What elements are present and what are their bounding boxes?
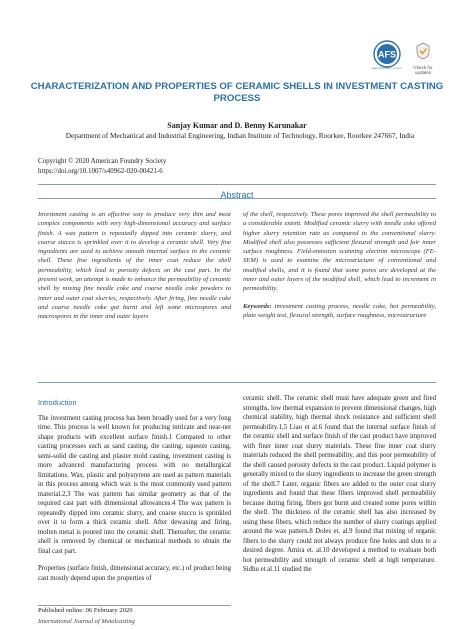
abstract-divider	[38, 382, 436, 383]
intro-paragraph-1: The investment casting process has been broadly used for a very long time. This process is well known for producing intricate and near-net shape products with excellent surface finish.1 Compared to other casting processes such as sand casting, die casting, squeeze casting, semi-solid die casting and plaster mold casting, investment casting is more advanced manufacturing process with no metallurgical limitations. Wax, plastic and polystyrene are used as pattern materials in this process among which wax is the most commonly used pattern material.2,3 The wax pattern has similar geometry as that of the required cast part with dimensional allowances.4 The wax pattern is repeatedly dipped into ceramic slurry, and coarse stucco is sprinkled over it to form a thick ceramic shell. After dewaxing and firing, molten metal is poured into the ceramic shell. Thereafter, the ceramic shell is removed by chemical or mechanical methods to obtain the final cast part.	[38, 414, 231, 555]
afs-logo-subtext: AMERICAN FOUNDRY SOCIETY	[372, 68, 403, 70]
copyright-line: Copyright © 2020 American Foundry Society	[38, 157, 167, 165]
article-meta	[38, 157, 166, 176]
keywords-label: Keywords:	[243, 302, 272, 310]
footnote-divider	[38, 605, 231, 606]
afs-logo	[372, 40, 406, 75]
body-right-column	[243, 394, 436, 575]
abstract-heading-bar	[38, 184, 436, 199]
afs-logo-icon	[372, 40, 406, 70]
abstract-left-column	[38, 210, 231, 322]
journal-name: International Journal of Metalcasting	[38, 618, 135, 625]
abstract-text-left: Investment casting is an effective way to produce very thin and most complex components with very high-dimensional accuracy and surface finish. A wax pattern is repeatedly dipped into ceramic slurry, and coarse stucco is sprinkled over it to develop a ceramic shell. Very fine ingredients are used to achieve smooth internal surface in the ceramic shell. These fine ingredients of the inner coat reduce the shell permeability, which lead to porosity defects on the cast part. In the present work, an attempt is made to enhance the permeability of ceramic shell by mixing fine needle coke and coarse needle coke powders to inner and outer coat slurries, respectively. After firing, fine needle coke and coarse needle coke got burnt and left some microspores and macrospores in the inner and outer layers	[38, 211, 231, 321]
check-updates-icon	[415, 42, 431, 60]
introduction-heading: Introduction	[38, 398, 77, 407]
article-authors: Sanjay Kumar and D. Benny Karunakar	[167, 121, 307, 130]
check-updates-line1: Check for	[413, 65, 433, 70]
keywords-line	[243, 302, 436, 321]
check-for-updates-badge[interactable]	[409, 42, 437, 75]
author-affiliation: Department of Mechanical and Industrial Engineering, Indian Institute of Technology, Roorkee, Roorkee 247667, India	[65, 131, 415, 140]
check-updates-line2: updates	[414, 70, 431, 75]
abstract-heading: Abstract	[220, 190, 254, 200]
article-title: CHARACTERIZATION AND PROPERTIES OF CERAMIC SHELLS IN INVESTMENT CASTING PROCESS	[30, 81, 444, 104]
body-left-column	[38, 398, 231, 583]
abstract-right-column	[243, 210, 436, 320]
body-paragraph-right: ceramic shell. The ceramic shell must have adequate green and fired strengths, low thermal expansion to prevent dimensional changes, high chemical stability, high thermal shock resistance and sufficient shell permeability.1,5 Liao et al.6 found that the internal surface finish of the ceramic shell and surface finish of the cast product have improved with finer inner coat slurry materials. These fine inner coat slurry materials reduced the shell permeability, and this poor permeability of the shell caused porosity defects in the cast product. Liquid polymer is generally mixed to the slurry ingredients to increase the green strength of the shell.7 Later, organic fibers are added to the outer coat slurry ingredients and found that these fibers improved shell permeability because during firing, fibers got burnt and created some pores within the shell. The thickness of the ceramic shell has also increased by using these fibers, which reduce the number of slurry coatings applied around the wax pattern.8 Doles et. al.9 found that mixing of organic fibers to the slurry could not always produce fine holes and slots to a desired degree. Amira et. al.10 developed a method to evaluate both hot permeability and strength of ceramic shell at high temperature. Sidhu et al.11 studied the	[243, 395, 436, 573]
afs-logo-text: AFS	[378, 49, 396, 60]
published-date: Published online: 06 February 2020	[38, 607, 133, 614]
intro-paragraph-2: Properties (surface finish, dimensional accuracy, etc.) of product being cast mostly depend upon the properties of	[38, 565, 231, 582]
doi-link[interactable]: https://doi.org/10.1007/s40962-020-00421-6	[38, 166, 163, 175]
keywords-list: investment casting process, needle coke, hot permeability, plate weight test, flexural strength, surface roughness, microstructure	[243, 302, 436, 319]
abstract-text-right: of the shell, respectively. These pores improved the shell permeability to a considerable extent. Modified ceramic slurry with needle coke offered higher slurry retention rate as compared to the conventional slurry. Modified shell also possesses sufficient flexural strength and fair inner surface roughness. Field-emission scanning electron microscope (FE-SEM) is used to examine the microstructure of conventional and modified shells, and it is found that some pores are developed at the inner and outer layers of the modified shell, which lead to increment in permeability.	[243, 211, 436, 293]
